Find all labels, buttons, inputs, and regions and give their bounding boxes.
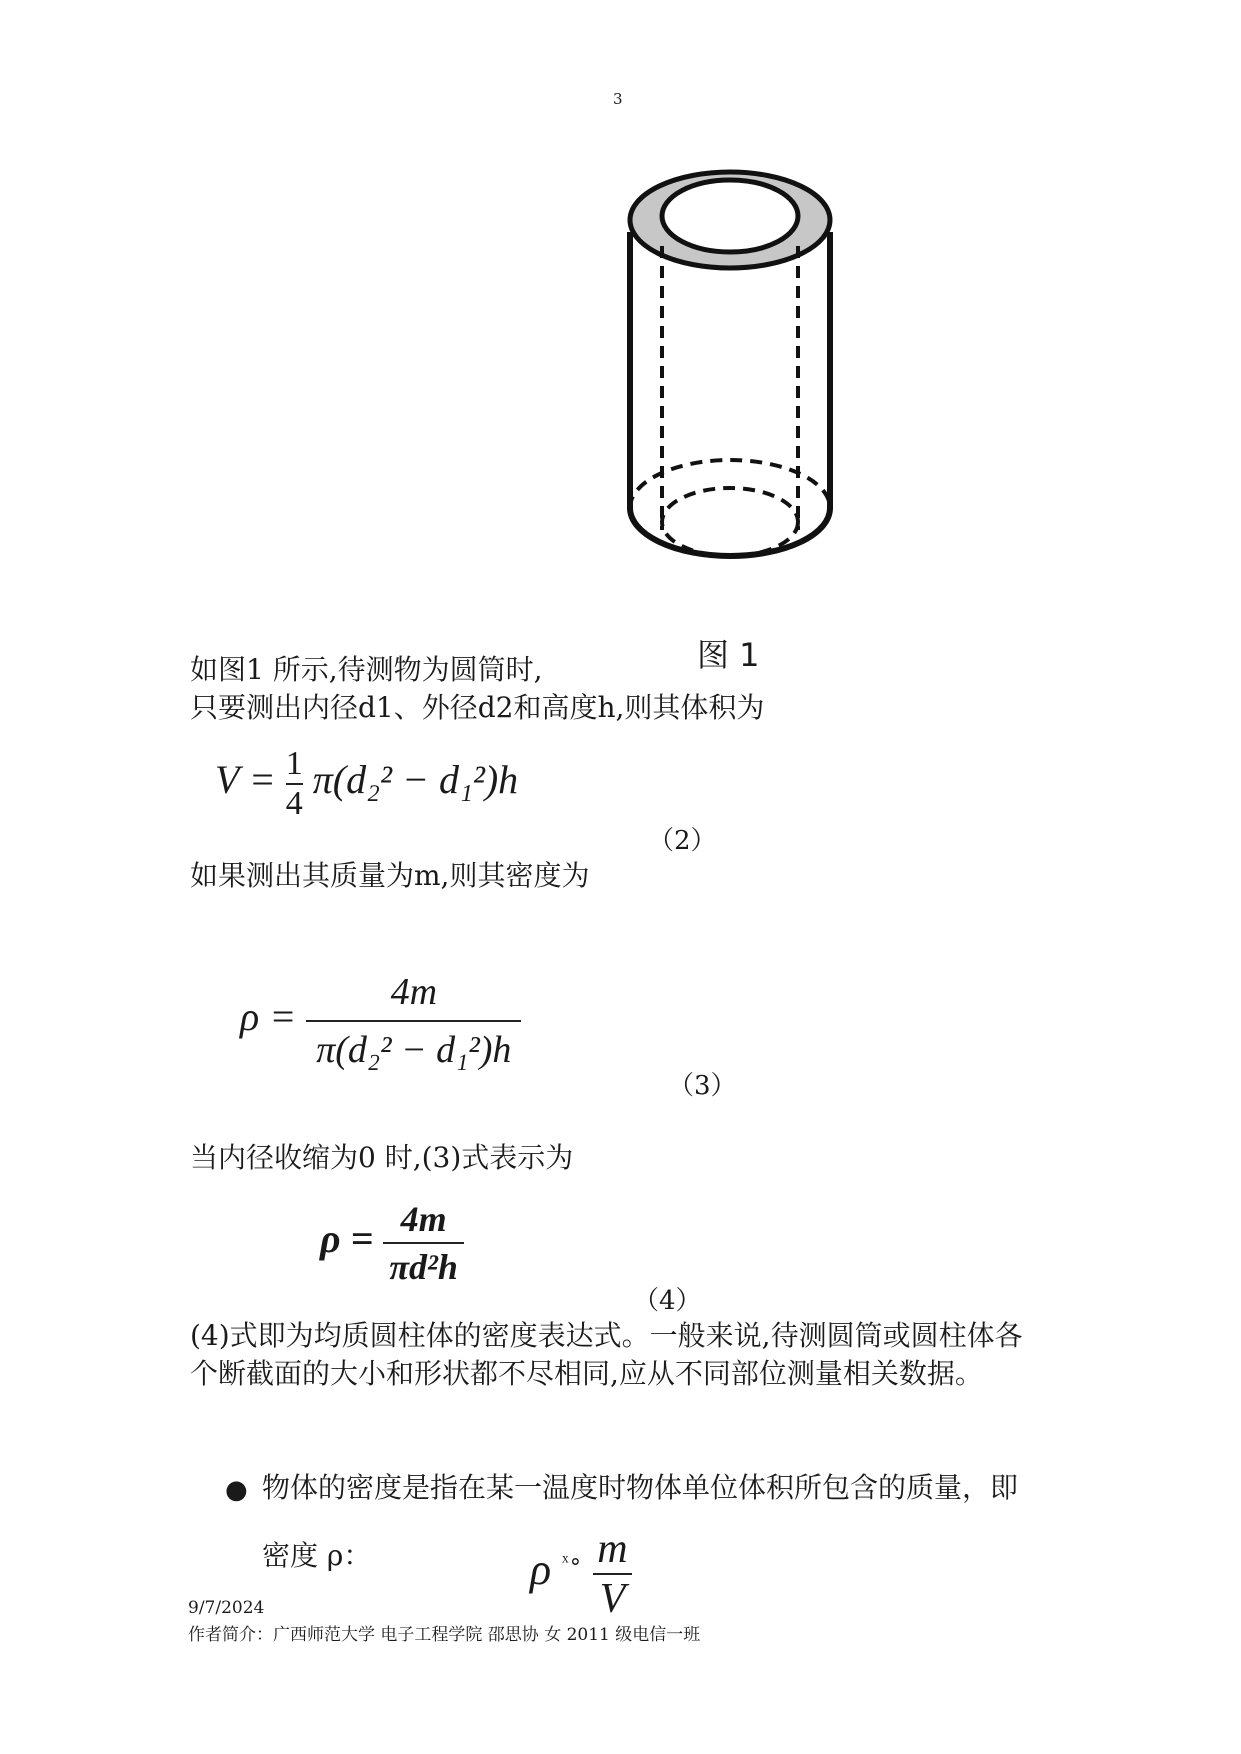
bullet-marker: ● xyxy=(225,1475,248,1505)
equation-2 xyxy=(215,745,518,823)
eq5-fraction xyxy=(593,1525,631,1623)
eq5-numerator: m xyxy=(597,1526,628,1572)
equation-5 xyxy=(530,1525,632,1623)
eq5-symbol: ˣ∘ xyxy=(562,1548,583,1574)
bullet-line-2: 密度 ρ： xyxy=(262,1539,372,1572)
equation-4 xyxy=(320,1198,464,1288)
hollow-cylinder-figure xyxy=(615,160,845,580)
paragraph-1: 如图1 所示,待测物为圆筒时, xyxy=(190,653,543,686)
eq2-denominator: 4 xyxy=(285,785,303,822)
eq3-numerator: 4m xyxy=(390,971,438,1013)
page-number: 3 xyxy=(613,90,623,108)
paragraph-5-line-2: 个断截面的大小和形状都不尽相同,应从不同部位测量相关数据。 xyxy=(190,1357,983,1390)
bullet-line-1: 物体的密度是指在某一温度时物体单位体积所包含的质量，即 xyxy=(262,1471,1019,1504)
eq4-numerator: 4m xyxy=(400,1199,447,1239)
eq5-denominator: V xyxy=(593,1573,631,1623)
eq2-numerator: 1 xyxy=(285,745,303,782)
footer-date: 9/7/2024 xyxy=(188,1598,265,1618)
eq2-fraction xyxy=(286,745,303,823)
eq3-lhs: ρ = xyxy=(240,994,297,1040)
eq4-denominator: πd²h xyxy=(383,1242,463,1288)
inner-bottom-ellipse xyxy=(662,488,798,556)
eq3-denominator: π(d₂² − d₁²)h xyxy=(306,1020,521,1072)
paragraph-3: 如果测出其质量为m,则其密度为 xyxy=(190,859,590,892)
paragraph-5-line-1: (4)式即为均质圆柱体的密度表达式。一般来说,待测圆筒或圆柱体各 xyxy=(190,1319,1023,1352)
inner-top-ellipse xyxy=(662,180,798,252)
footer-author: 作者简介：广西师范大学 电子工程学院 邵思协 女 2011 级电信一班 xyxy=(188,1625,701,1645)
paragraph-4: 当内径收缩为0 时,(3)式表示为 xyxy=(190,1141,574,1174)
eq2-lhs: V = xyxy=(215,757,276,803)
equation-4-label: （4） xyxy=(633,1286,702,1316)
eq5-lhs: ρ xyxy=(530,1545,552,1595)
equation-3 xyxy=(240,970,521,1072)
equation-3-label: （3） xyxy=(668,1071,737,1101)
equation-2-label: （2） xyxy=(648,826,717,856)
eq4-fraction xyxy=(383,1198,463,1288)
eq2-rhs: π(d₂² − d₁²)h xyxy=(312,757,519,803)
eq3-fraction xyxy=(306,970,521,1072)
figure-caption: 图 1 xyxy=(697,636,760,674)
paragraph-2: 只要测出内径d1、外径d2和高度h,则其体积为 xyxy=(190,691,765,724)
eq4-lhs: ρ = xyxy=(320,1216,374,1262)
